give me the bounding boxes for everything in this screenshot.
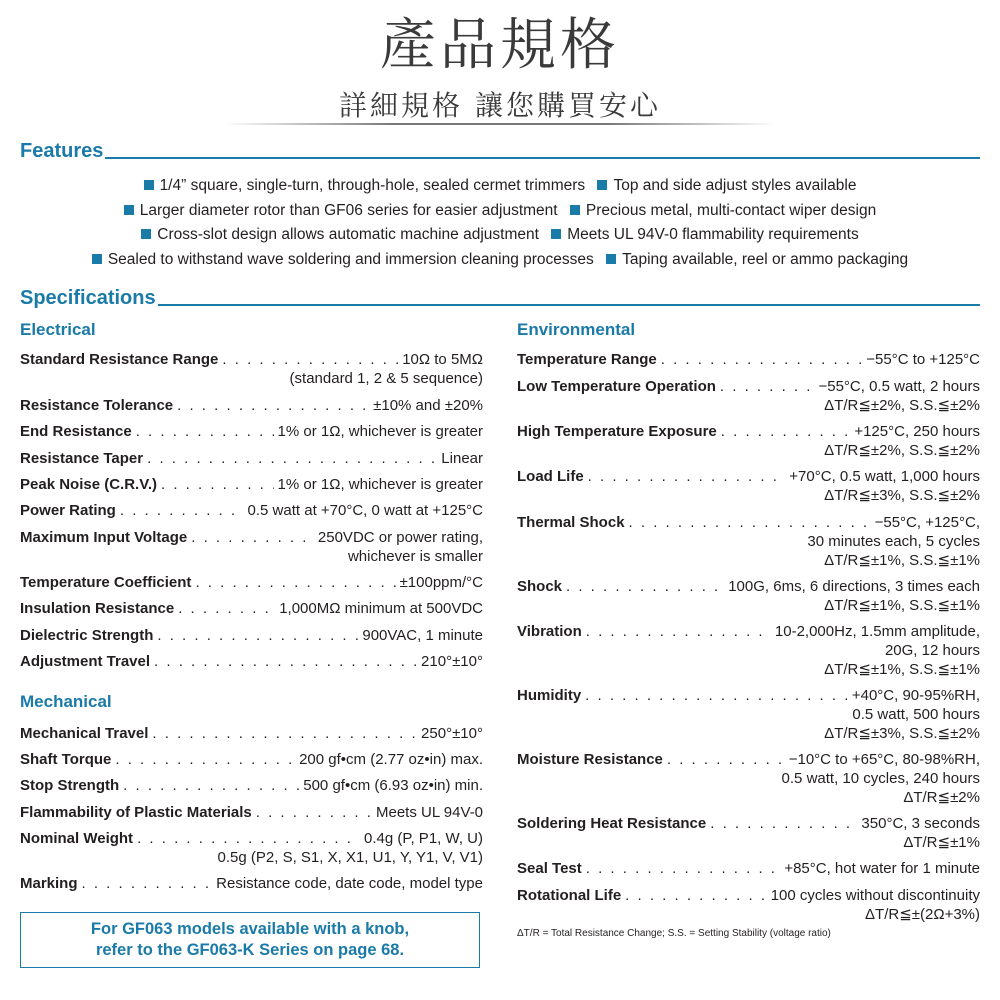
- spec-row: Flammability of Plastic Materials . . . Meets UL 94V-0: [20, 803, 483, 822]
- spec-row: Thermal Shock . . . −55°C, +125°C, 30 minutes each, 5 cycles ΔT/R≦±1%, S.S.≦±1%: [517, 513, 980, 570]
- page-subtitle: 詳細規格 讓您購買安心: [339, 89, 661, 122]
- spec-row: Standard Resistance Range . . . 10Ω to 5MΩ (standard 1, 2 & 5 sequence): [20, 350, 483, 388]
- subtitle-divider: [225, 123, 775, 125]
- bullet-square-icon: [597, 180, 607, 190]
- spec-row: Mechanical Travel . . . 250°±10°: [20, 724, 483, 743]
- environmental-heading: Environmental: [517, 320, 636, 339]
- spec-row: End Resistance . . . 1% or 1Ω, whichever is greater: [20, 422, 483, 441]
- bullet-square-icon: [570, 205, 580, 215]
- spec-row: Soldering Heat Resistance . . . 350°C, 3 seconds ΔT/R≦±1%: [517, 814, 980, 852]
- feature-row: [20, 174, 980, 199]
- spec-row: Resistance Taper . . . Linear: [20, 449, 483, 468]
- feature-item: Larger diameter rotor than GF06 series for easier adjustment: [124, 199, 558, 224]
- features-heading-text: Features: [20, 140, 104, 162]
- spec-row: Insulation Resistance . . . 1,000MΩ minimum at 500VDC: [20, 599, 483, 618]
- spec-row: Moisture Resistance . . . −10°C to +65°C, 80-98%RH, 0.5 watt, 10 cycles, 240 hours ΔT/R≦±2%: [517, 750, 980, 807]
- feature-item: Taping available, reel or ammo packaging: [606, 248, 908, 273]
- spec-row: Temperature Coefficient . . . ±100ppm/°C: [20, 573, 483, 592]
- spec-row: Resistance Tolerance . . . ±10% and ±20%: [20, 396, 483, 415]
- spec-row: Humidity . . . +40°C, 90-95%RH, 0.5 watt, 500 hours ΔT/R≦±3%, S.S.≦±2%: [517, 686, 980, 743]
- footnote: ΔT/R = Total Resistance Change; S.S. = Setting Stability (voltage ratio): [517, 928, 831, 939]
- bullet-square-icon: [606, 254, 616, 264]
- feature-row: [20, 223, 980, 248]
- feature-item: Meets UL 94V-0 flammability requirements: [551, 223, 858, 248]
- feature-item: 1/4” square, single-turn, through-hole, sealed cermet trimmers: [144, 174, 586, 199]
- knob-models-note: For GF063 models available with a knob, refer to the GF063-K Series on page 68.: [20, 912, 480, 968]
- spec-row: Dielectric Strength . . . 900VAC, 1 minute: [20, 626, 483, 645]
- bullet-square-icon: [141, 229, 151, 239]
- features-heading: [20, 140, 980, 162]
- specifications-heading: [20, 287, 980, 309]
- spec-row: Seal Test . . . +85°C, hot water for 1 minute: [517, 859, 980, 878]
- page-title: 產品規格: [380, 13, 620, 78]
- spec-row: Temperature Range . . . −55°C to +125°C: [517, 350, 980, 369]
- spec-row: Nominal Weight . . . 0.4g (P, P1, W, U) 0.5g (P2, S, S1, X, X1, U1, Y, Y1, V, V1): [20, 829, 483, 867]
- spec-row: Power Rating . . . 0.5 watt at +70°C, 0 watt at +125°C: [20, 501, 483, 520]
- spec-row: Shock . . . 100G, 6ms, 6 directions, 3 times each ΔT/R≦±1%, S.S.≦±1%: [517, 577, 980, 615]
- spec-row: High Temperature Exposure . . . +125°C, 250 hours ΔT/R≦±2%, S.S.≦±2%: [517, 422, 980, 460]
- feature-row: [20, 199, 980, 224]
- feature-item: Top and side adjust styles available: [597, 174, 856, 199]
- spec-row: Shaft Torque . . . 200 gf•cm (2.77 oz•in) max.: [20, 750, 483, 769]
- spec-row: Load Life . . . +70°C, 0.5 watt, 1,000 hours ΔT/R≦±3%, S.S.≦±2%: [517, 467, 980, 505]
- spec-row: Vibration . . . 10-2,000Hz, 1.5mm amplitude, 20G, 12 hours ΔT/R≦±1%, S.S.≦±1%: [517, 622, 980, 679]
- spec-row: Maximum Input Voltage . . . 250VDC or power rating, whichever is smaller: [20, 528, 483, 566]
- spec-row: Stop Strength . . . 500 gf•cm (6.93 oz•in) min.: [20, 776, 483, 795]
- bullet-square-icon: [124, 205, 134, 215]
- bullet-square-icon: [144, 180, 154, 190]
- spec-row: Adjustment Travel . . . 210°±10°: [20, 652, 483, 671]
- features-heading-rule: [105, 157, 980, 159]
- features-list: [20, 174, 980, 272]
- bullet-square-icon: [551, 229, 561, 239]
- spec-row: Peak Noise (C.R.V.) . . . 1% or 1Ω, whichever is greater: [20, 475, 483, 494]
- feature-item: Sealed to withstand wave soldering and immersion cleaning processes: [92, 248, 594, 273]
- spec-row: Low Temperature Operation . . . −55°C, 0.5 watt, 2 hours ΔT/R≦±2%, S.S.≦±2%: [517, 377, 980, 415]
- electrical-heading: Electrical: [20, 320, 96, 339]
- feature-item: Precious metal, multi-contact wiper design: [570, 199, 876, 224]
- feature-item: Cross-slot design allows automatic machine adjustment: [141, 223, 539, 248]
- spec-row: Rotational Life . . . 100 cycles without discontinuity ΔT/R≦±(2Ω+3%): [517, 886, 980, 924]
- specifications-heading-rule: [158, 304, 980, 306]
- bullet-square-icon: [92, 254, 102, 264]
- specifications-heading-text: Specifications: [20, 287, 156, 309]
- spec-row: Marking . . . Resistance code, date code, model type: [20, 874, 483, 893]
- mechanical-heading: Mechanical: [20, 692, 112, 711]
- feature-row: [20, 248, 980, 273]
